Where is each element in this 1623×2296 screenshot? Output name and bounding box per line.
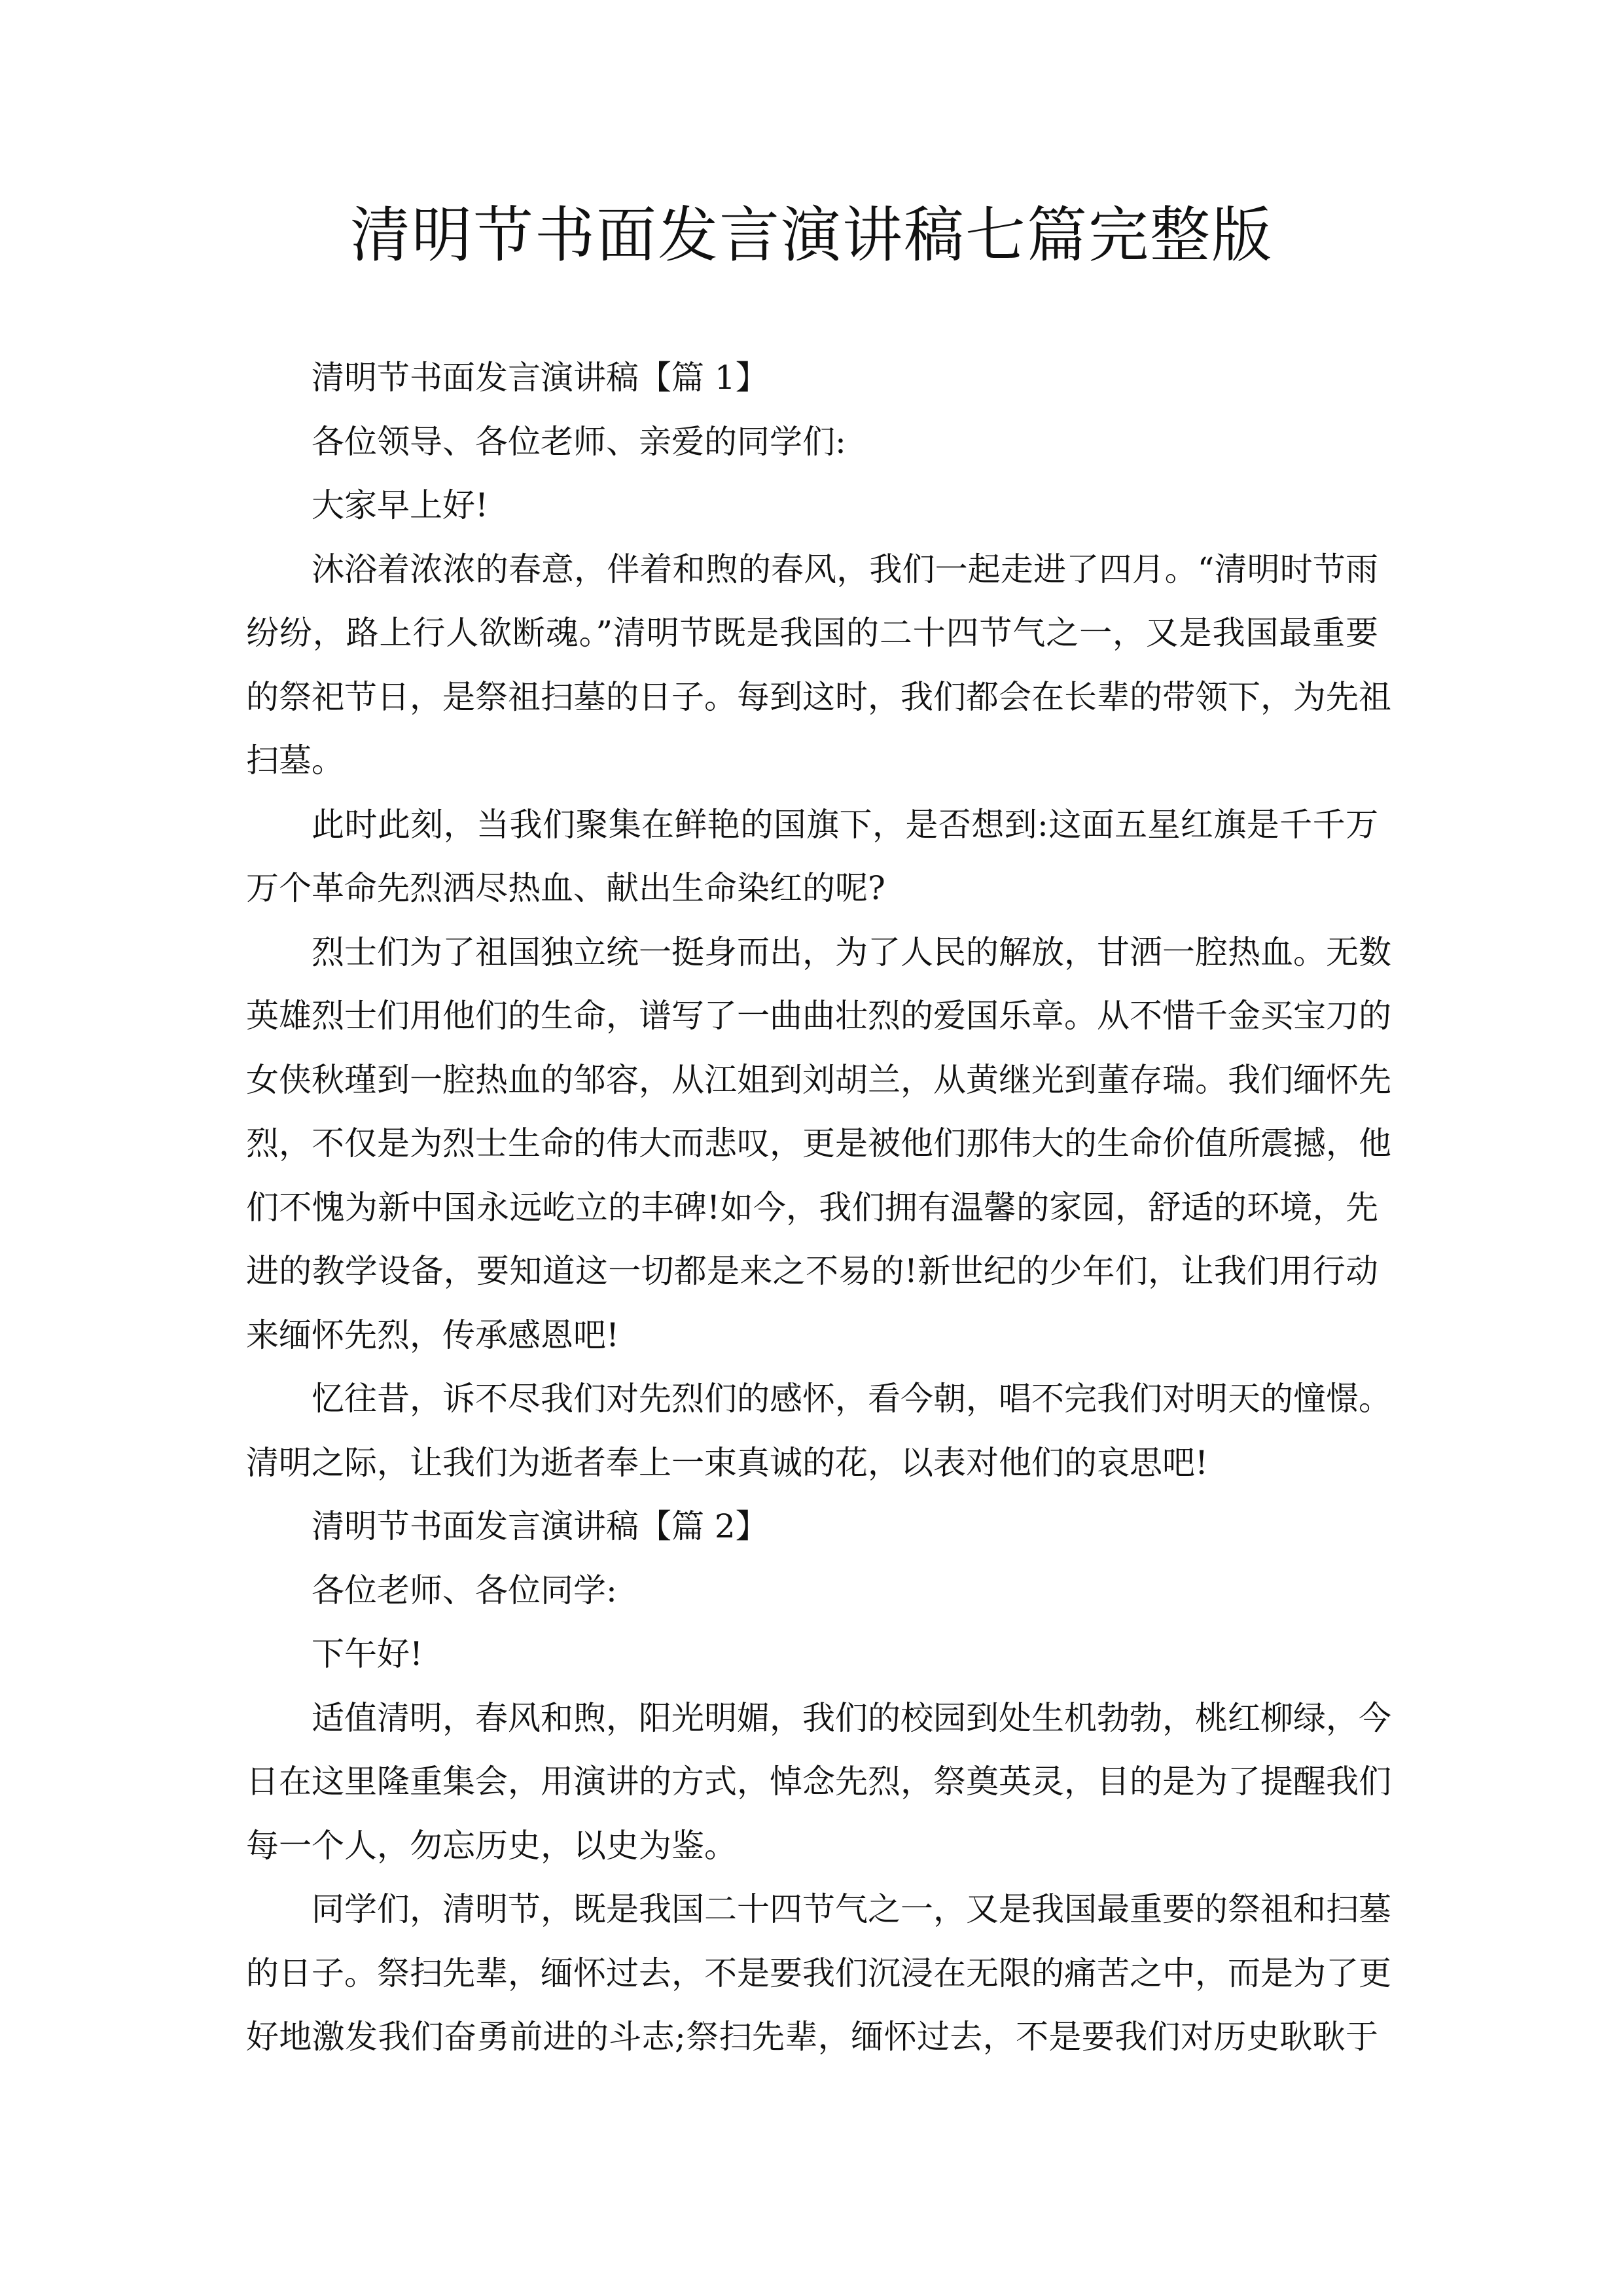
text-line: 日在这里隆重集会，用演讲的方式，悼念先烈，祭奠英灵，目的是为了提醒我们 — [246, 1763, 1391, 1801]
section-heading: 清明节书面发言演讲稿【篇 2】 — [312, 1507, 768, 1545]
text-line: 大家早上好! — [312, 486, 489, 524]
document-title: 清明节书面发言演讲稿七篇完整版 — [349, 200, 1273, 270]
text-line: 此时此刻，当我们聚集在鲜艳的国旗下，是否想到:这面五星红旗是千千万 — [312, 805, 1378, 844]
text-line: 扫墓。 — [246, 742, 344, 780]
text-line: 纷纷，路上行人欲断魂。”清明节既是我国的二十四节气之一，又是我国最重要 — [246, 614, 1378, 652]
text-line: 各位老师、各位同学: — [312, 1571, 617, 1609]
text-line: 进的教学设备，要知道这一切都是来之不易的!新世纪的少年们，让我们用行动 — [246, 1252, 1378, 1290]
text-line: 同学们，清明节，既是我国二十四节气之一，又是我国最重要的祭祖和扫墓 — [312, 1890, 1391, 1928]
text-line: 英雄烈士们用他们的生命，谱写了一曲曲壮烈的爱国乐章。从不惜千金买宝刀的 — [246, 997, 1391, 1035]
text-line: 们不愧为新中国永远屹立的丰碑!如今，我们拥有温馨的家园，舒适的环境，先 — [246, 1188, 1378, 1227]
text-line: 女侠秋瑾到一腔热血的邹容，从江姐到刘胡兰，从黄继光到董存瑞。我们缅怀先 — [246, 1060, 1391, 1099]
text-line: 烈，不仅是为烈士生命的伟大而悲叹，更是被他们那伟大的生命价值所震撼，他 — [246, 1124, 1391, 1162]
text-line: 来缅怀先烈，传承感恩吧! — [246, 1316, 620, 1354]
text-line: 万个革命先烈洒尽热血、献出生命染红的呢? — [246, 869, 885, 907]
text-line: 适值清明，春风和煦，阳光明媚，我们的校园到处生机勃勃，桃红柳绿，今 — [312, 1698, 1391, 1737]
text-line: 每一个人，勿忘历史，以史为鉴。 — [246, 1826, 737, 1865]
text-line: 各位领导、各位老师、亲爱的同学们: — [312, 422, 846, 461]
text-line: 烈士们为了祖国独立统一挺身而出，为了人民的解放，甘洒一腔热血。无数 — [312, 933, 1391, 971]
text-line: 的日子。祭扫先辈，缅怀过去，不是要我们沉浸在无限的痛苦之中，而是为了更 — [246, 1954, 1391, 1992]
text-line: 忆往昔，诉不尽我们对先烈们的感怀，看今朝，唱不完我们对明天的憧憬。 — [312, 1380, 1391, 1418]
section-heading: 清明节书面发言演讲稿【篇 1】 — [312, 359, 768, 397]
text-line: 清明之际，让我们为逝者奉上一束真诚的花，以表对他们的哀思吧! — [246, 1443, 1209, 1482]
text-line: 的祭祀节日，是祭祖扫墓的日子。每到这时，我们都会在长辈的带领下，为先祖 — [246, 677, 1391, 716]
document-body — [246, 346, 1391, 2070]
text-line: 下午好! — [312, 1635, 423, 1673]
text-line: 沐浴着浓浓的春意，伴着和煦的春风，我们一起走进了四月。“清明时节雨 — [312, 550, 1378, 588]
text-line: 好地激发我们奋勇前进的斗志;祭扫先辈，缅怀过去，不是要我们对历史耿耿于 — [246, 2018, 1378, 2056]
